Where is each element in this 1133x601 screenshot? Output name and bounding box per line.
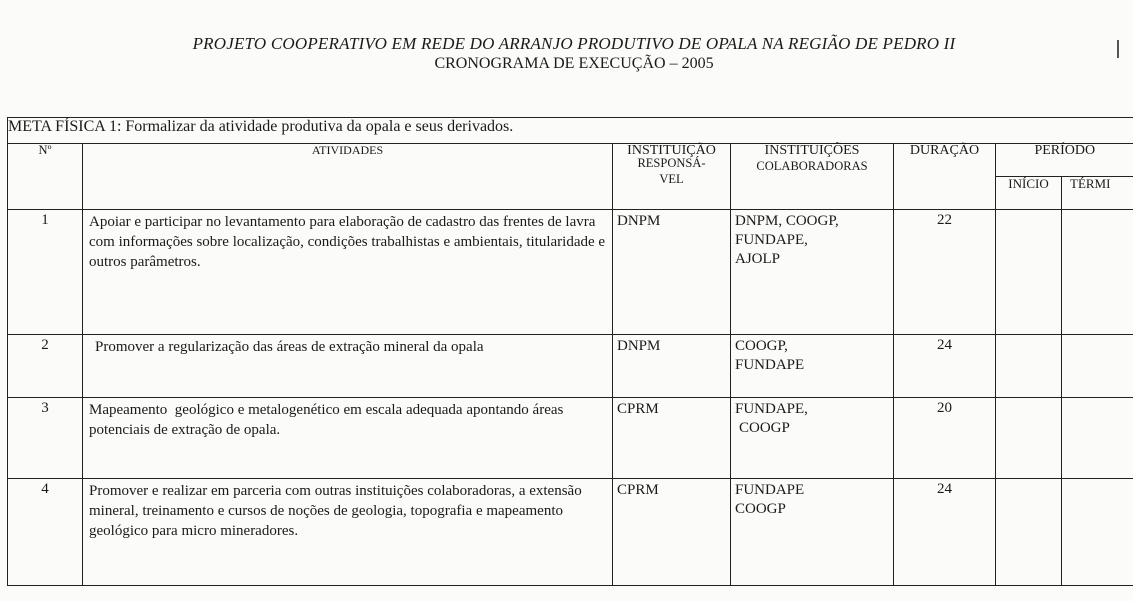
table-row: [8, 210, 1133, 335]
col-header-duration: DURAÇÃO: [894, 144, 996, 210]
row-collaborators: [731, 479, 894, 586]
col-header-responsible-l1: INSTITUIÇÃO: [627, 143, 716, 158]
row-duration: 24: [894, 335, 996, 398]
collab-line: COOGP: [735, 501, 786, 517]
row-start: [996, 479, 1062, 586]
project-title: PROJETO COOPERATIVO EM REDE DO ARRANJO PRODUTIVO DE OPALA NA REGIÃO DE PEDRO II: [192, 34, 956, 53]
col-header-responsible: [613, 144, 731, 210]
row-end: [1062, 210, 1133, 335]
row-responsible: DNPM: [613, 210, 731, 335]
table-row: [8, 479, 1133, 586]
row-duration: 22: [894, 210, 996, 335]
row-number: 2: [8, 335, 83, 398]
row-end: [1062, 398, 1133, 479]
row-activity: Apoiar e participar no levantamento para elaboração de cadastro das frentes de lavra com informações sobre localização, condições trabalhistas e ambientais, titularidade e outros parâmetros.: [83, 210, 613, 335]
row-number: 1: [8, 210, 83, 335]
col-header-num: Nº: [8, 144, 83, 210]
col-header-end: TÉRMI: [1062, 177, 1133, 210]
col-header-collab-l1: INSTITUIÇÕES: [764, 143, 860, 158]
row-collaborators: [731, 398, 894, 479]
row-activity: Promover a regularização das áreas de extração mineral da opala: [83, 335, 613, 398]
collab-line: DNPM, COOGP,: [735, 213, 839, 229]
col-header-start: INÍCIO: [996, 177, 1062, 210]
collab-line: COOGP: [739, 420, 790, 436]
collab-line: FUNDAPE: [735, 357, 805, 373]
meta-row: [8, 118, 1133, 144]
row-end: [1062, 335, 1133, 398]
row-start: [996, 335, 1062, 398]
row-collaborators: [731, 335, 894, 398]
collab-line: FUNDAPE,: [735, 401, 808, 417]
row-duration: 20: [894, 398, 996, 479]
meta-text: Formalizar da atividade produtiva da opala e seus derivados.: [125, 118, 514, 135]
row-duration: 24: [894, 479, 996, 586]
row-responsible: DNPM: [613, 335, 731, 398]
row-activity: Promover e realizar em parceria com outras instituições colaboradoras, a extensão mineral, treinamento e cursos de noções de geologia, topografia e mapeamento geológico para micro mineradores.: [83, 479, 613, 586]
col-header-period: PERÍODO: [996, 144, 1133, 177]
row-responsible: CPRM: [613, 479, 731, 586]
row-start: [996, 398, 1062, 479]
collab-line: FUNDAPE,: [735, 232, 808, 248]
row-activity: Mapeamento geológico e metalogenético em escala adequada apontando áreas potenciais de extração de opala.: [83, 398, 613, 479]
row-end: [1062, 479, 1133, 586]
row-start: [996, 210, 1062, 335]
collab-line: COOGP,: [735, 338, 788, 354]
row-collaborators: [731, 210, 894, 335]
table-row: [8, 398, 1133, 479]
header-row: [8, 144, 1133, 177]
row-number: 4: [8, 479, 83, 586]
col-header-activities: ATIVIDADES: [83, 144, 613, 210]
col-header-responsible-l3: VEL: [659, 172, 684, 186]
row-responsible: CPRM: [613, 398, 731, 479]
collab-line: AJOLP: [735, 251, 781, 267]
collab-line: FUNDAPE: [735, 482, 805, 498]
table-row: [8, 335, 1133, 398]
scan-edge-mark: [1117, 40, 1119, 58]
col-header-responsible-l2: RESPONSÁ-: [637, 156, 706, 170]
meta-cell: [8, 118, 1133, 144]
row-number: 3: [8, 398, 83, 479]
col-header-collab-l2: COLABORADORAS: [756, 159, 868, 173]
schedule-subtitle: CRONOGRAMA DE EXECUÇÃO – 2005: [434, 55, 714, 72]
schedule-table: [7, 117, 1133, 586]
col-header-collaborators: [731, 144, 894, 210]
meta-label: META FÍSICA 1:: [8, 118, 122, 135]
